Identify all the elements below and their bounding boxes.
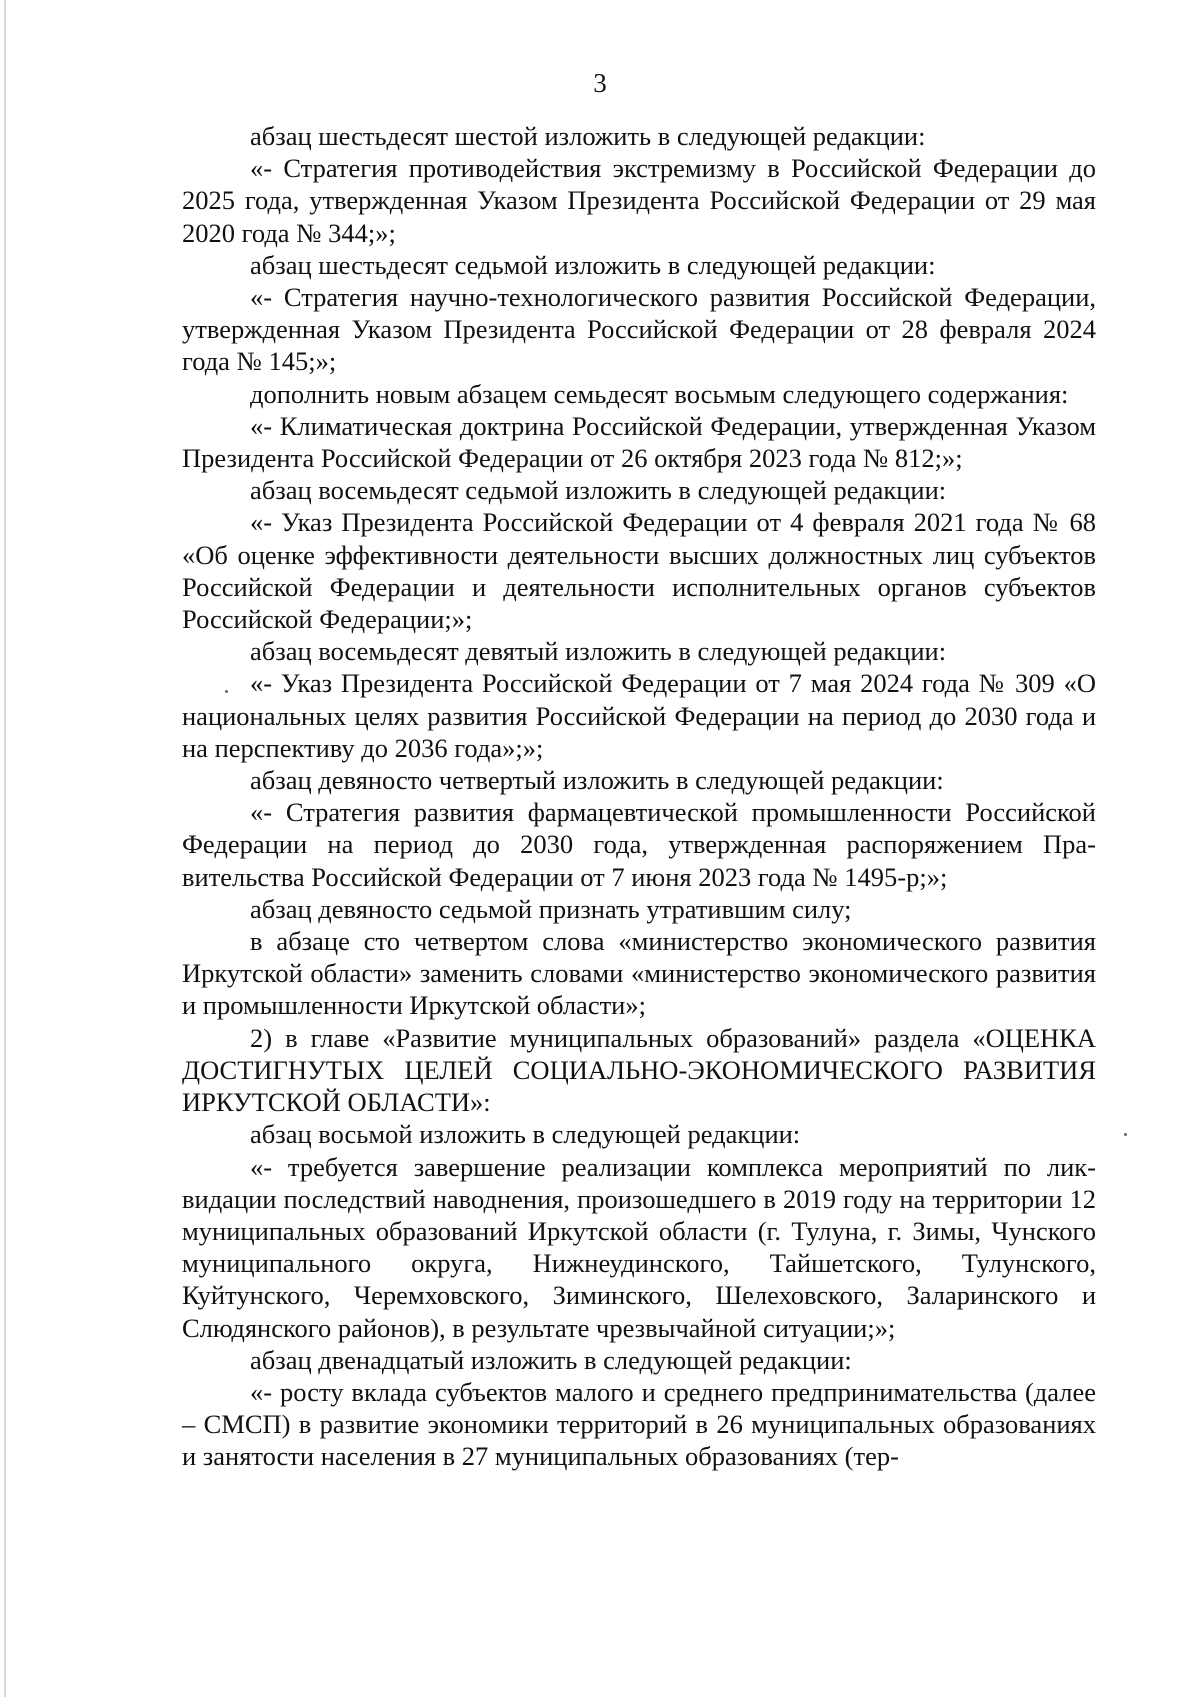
paragraph: абзац восемьдесят седьмой изложить в следующей редакции: <box>250 475 947 506</box>
paragraph: в абзаце сто четвертом слова «министерство экономического развития Иркутской области» заменить словами «министерство экономического развития и промышленности Иркутской области»; <box>182 926 1096 1021</box>
paragraph: абзац восемьдесят девятый изложить в следующей редакции: <box>250 636 947 667</box>
scan-speck <box>225 690 228 693</box>
paragraph: дополнить новым абзацем семьдесят восьмым следующего содержания: <box>250 378 1069 409</box>
paragraph: абзац двенадцатый изложить в следующей редакции: <box>250 1344 852 1375</box>
paragraph: «- Указ Президента Российской Федерации от 4 февраля 2021 года № 68 «Об оценке эффективности деятельности высших должностных лиц субъектов Российской Федерации и деятельности исполнительных органов субъектов Российской Федерации;»; <box>182 507 1096 635</box>
paragraph: абзац девяносто четвертый изложить в следующей редакции: <box>250 765 944 796</box>
scan-speck <box>1124 1133 1127 1136</box>
paragraph: абзац шестьдесят седьмой изложить в следующей редакции: <box>250 249 936 280</box>
paragraph: 2) в главе «Развитие муниципальных образований» раздела «ОЦЕНКА ДОСТИГНУТЫХ ЦЕЛЕЙ СОЦИАЛЬНО-ЭКОНОМИЧЕСКОГО РАЗВИТИЯ ИРКУТСКОЙ ОБЛАСТИ»: <box>182 1022 1096 1118</box>
paragraph: «- росту вклада субъектов малого и среднего предпринимательства (далее – СМСП) в развитие экономики территорий в 26 муниципальных образованиях и занятости населения в 27 муниципальных образованиях (тер- <box>182 1376 1096 1472</box>
paragraph: «- Стратегия развития фармацевтической промышленности Российской Федерации на период до 2030 года, утвержденная распоряжением Правительства Российской Федерации от 7 июня 2023 года № 1495-р;»; <box>182 797 1096 892</box>
scan-edge <box>4 0 6 1697</box>
paragraph: «- Указ Президента Российской Федерации от 7 мая 2024 года № 309 «О национальных целях развития Российской Федерации на период до 2030 года и на перспективу до 2036 года»;»; <box>182 668 1096 763</box>
page-number: 3 <box>593 68 607 98</box>
paragraph: «- Климатическая доктрина Российской Федерации, утвержденная Указом Президента Российской Федерации от 26 октября 2023 года № 812;»; <box>182 410 1096 474</box>
paragraph: «- Стратегия научно-технологического развития Российской Федерации, утвержденная Указом Президента Российской Федерации от 28 февраля 2024 года № 145;»; <box>182 282 1096 377</box>
document-body <box>182 120 1096 1473</box>
paragraph: «- Стратегия противодействия экстремизму в Российской Федерации до 2025 года, утвержденная Указом Президента Российской Федерации от 29 мая 2020 года № 344;»; <box>182 153 1096 248</box>
paragraph: абзац шестьдесят шестой изложить в следующей редакции: <box>250 121 926 151</box>
paragraph: абзац восьмой изложить в следующей редакции: <box>250 1119 801 1150</box>
paragraph: абзац девяносто седьмой признать утратившим силу; <box>250 893 852 924</box>
paragraph: «- требуется завершение реализации комплекса мероприятий по ликвидации последствий наводнения, произошедшего в 2019 году на территории 12 муниципальных образований Иркутской области (г. Тулуна, г. Зимы, Чунского муниципального округа, Нижнеудинского, Тайшетского, Тулунского, Куйтунского, Черемховского, Зиминского, Шелеховского, Заларинского и Слюдянского районов), в результате чрезвычайной ситуации;»; <box>182 1151 1096 1343</box>
